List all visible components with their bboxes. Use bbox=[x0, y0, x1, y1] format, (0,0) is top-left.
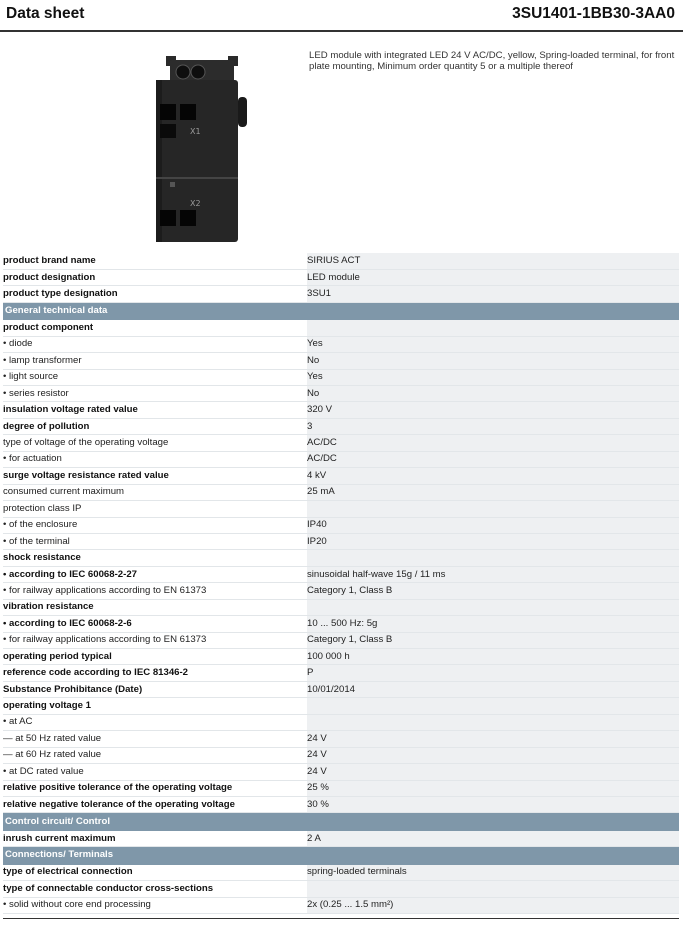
spec-row bbox=[3, 566, 679, 582]
spec-value: 2 A bbox=[307, 830, 679, 846]
spec-value: 30 % bbox=[307, 796, 679, 812]
spec-label: protection class IP bbox=[3, 501, 307, 517]
spec-value: 3 bbox=[307, 418, 679, 434]
spec-row bbox=[3, 353, 679, 369]
spec-row bbox=[3, 418, 679, 434]
spec-row bbox=[3, 386, 679, 402]
spec-value: Yes bbox=[307, 369, 679, 385]
led-module-drawing bbox=[150, 52, 250, 247]
spec-row bbox=[3, 533, 679, 549]
spec-value: 24 V bbox=[307, 731, 679, 747]
spec-label: product brand name bbox=[3, 253, 307, 269]
spec-row bbox=[3, 616, 679, 632]
spec-label: • at DC rated value bbox=[3, 764, 307, 780]
spec-label: — at 50 Hz rated value bbox=[3, 731, 307, 747]
spec-label: Substance Prohibitance (Date) bbox=[3, 681, 307, 697]
spec-value: 2x (0.25 ... 1.5 mm²) bbox=[307, 897, 679, 913]
spec-label: operating period typical bbox=[3, 649, 307, 665]
section-title: Control circuit/ Control bbox=[3, 813, 679, 830]
spec-label: • according to IEC 60068-2-27 bbox=[3, 566, 307, 582]
spec-row bbox=[3, 468, 679, 484]
spec-table bbox=[3, 253, 679, 914]
spec-label: reference code according to IEC 81346-2 bbox=[3, 665, 307, 681]
spec-value: 24 V bbox=[307, 747, 679, 763]
spec-row bbox=[3, 796, 679, 812]
spec-label: • of the terminal bbox=[3, 533, 307, 549]
spec-value bbox=[307, 550, 679, 566]
spec-row bbox=[3, 698, 679, 714]
spec-value: Yes bbox=[307, 336, 679, 352]
spec-row bbox=[3, 649, 679, 665]
spec-label: • solid without core end processing bbox=[3, 897, 307, 913]
spec-value: 4 kV bbox=[307, 468, 679, 484]
spec-value: IP20 bbox=[307, 533, 679, 549]
spec-value: No bbox=[307, 386, 679, 402]
spec-value: SIRIUS ACT bbox=[307, 253, 679, 269]
spec-value: Category 1, Class B bbox=[307, 632, 679, 648]
spec-value: 100 000 h bbox=[307, 649, 679, 665]
spec-row bbox=[3, 681, 679, 697]
spec-row bbox=[3, 747, 679, 763]
spec-row bbox=[3, 451, 679, 467]
product-code: 3SU1401-1BB30-3AA0 bbox=[512, 5, 675, 22]
led-module-image bbox=[150, 52, 250, 247]
spec-row bbox=[3, 320, 679, 336]
spec-row bbox=[3, 897, 679, 913]
spec-value: 10 ... 500 Hz: 5g bbox=[307, 616, 679, 632]
spec-label: • for railway applications according to EN 61373 bbox=[3, 583, 307, 599]
spec-row bbox=[3, 583, 679, 599]
section-title: General technical data bbox=[3, 302, 679, 319]
spec-row bbox=[3, 336, 679, 352]
spec-row bbox=[3, 402, 679, 418]
spec-row bbox=[3, 864, 679, 880]
spec-label: product designation bbox=[3, 269, 307, 285]
spec-label: • for actuation bbox=[3, 451, 307, 467]
spec-row bbox=[3, 435, 679, 451]
terminal-x1-label: X1 bbox=[190, 127, 201, 136]
spec-row bbox=[3, 269, 679, 285]
spec-row bbox=[3, 599, 679, 615]
section-title: Connections/ Terminals bbox=[3, 847, 679, 864]
product-description: LED module with integrated LED 24 V AC/DC, yellow, Spring-loaded terminal, for front plate mounting, Minimum order quantity 5 or a multiple thereof bbox=[309, 50, 675, 72]
spec-value bbox=[307, 599, 679, 615]
spec-value: spring-loaded terminals bbox=[307, 864, 679, 880]
spec-row bbox=[3, 632, 679, 648]
spec-value: Category 1, Class B bbox=[307, 583, 679, 599]
spec-label: type of connectable conductor cross-sections bbox=[3, 881, 307, 897]
terminal-x2-label: X2 bbox=[190, 199, 201, 208]
spec-label: operating voltage 1 bbox=[3, 698, 307, 714]
spec-label: relative positive tolerance of the operating voltage bbox=[3, 780, 307, 796]
spec-label: shock resistance bbox=[3, 550, 307, 566]
spec-value bbox=[307, 698, 679, 714]
spec-value: 320 V bbox=[307, 402, 679, 418]
spec-value: 3SU1 bbox=[307, 286, 679, 302]
spec-value: P bbox=[307, 665, 679, 681]
spec-label: type of voltage of the operating voltage bbox=[3, 435, 307, 451]
section-header bbox=[3, 847, 679, 864]
spec-value: AC/DC bbox=[307, 435, 679, 451]
spec-table-body bbox=[3, 253, 679, 914]
spec-row bbox=[3, 286, 679, 302]
spec-value: IP40 bbox=[307, 517, 679, 533]
spec-label: consumed current maximum bbox=[3, 484, 307, 500]
spec-value: 24 V bbox=[307, 764, 679, 780]
spec-row bbox=[3, 484, 679, 500]
spec-row bbox=[3, 369, 679, 385]
spec-row bbox=[3, 764, 679, 780]
spec-value bbox=[307, 320, 679, 336]
spec-row bbox=[3, 517, 679, 533]
spec-label: surge voltage resistance rated value bbox=[3, 468, 307, 484]
spec-value: 25 mA bbox=[307, 484, 679, 500]
spec-label: • lamp transformer bbox=[3, 353, 307, 369]
spec-row bbox=[3, 830, 679, 846]
spec-row bbox=[3, 731, 679, 747]
spec-value bbox=[307, 501, 679, 517]
spec-row bbox=[3, 501, 679, 517]
spec-value: No bbox=[307, 353, 679, 369]
spec-value bbox=[307, 881, 679, 897]
spec-row bbox=[3, 550, 679, 566]
section-header bbox=[3, 813, 679, 830]
spec-label: • light source bbox=[3, 369, 307, 385]
spec-value: LED module bbox=[307, 269, 679, 285]
spec-label: type of electrical connection bbox=[3, 864, 307, 880]
bottom-rule bbox=[3, 918, 679, 919]
spec-label: vibration resistance bbox=[3, 599, 307, 615]
spec-value: sinusoidal half-wave 15g / 11 ms bbox=[307, 566, 679, 582]
spec-row bbox=[3, 665, 679, 681]
spec-row bbox=[3, 253, 679, 269]
spec-label: insulation voltage rated value bbox=[3, 402, 307, 418]
spec-label: degree of pollution bbox=[3, 418, 307, 434]
spec-label: • series resistor bbox=[3, 386, 307, 402]
spec-label: • of the enclosure bbox=[3, 517, 307, 533]
page-title: Data sheet bbox=[6, 5, 85, 22]
spec-label: product component bbox=[3, 320, 307, 336]
spec-value: 10/01/2014 bbox=[307, 681, 679, 697]
spec-label: • diode bbox=[3, 336, 307, 352]
spec-value: AC/DC bbox=[307, 451, 679, 467]
spec-value bbox=[307, 714, 679, 730]
spec-row bbox=[3, 881, 679, 897]
page-header bbox=[0, 0, 683, 32]
spec-label: — at 60 Hz rated value bbox=[3, 747, 307, 763]
spec-label: relative negative tolerance of the operating voltage bbox=[3, 796, 307, 812]
spec-label: • for railway applications according to EN 61373 bbox=[3, 632, 307, 648]
spec-label: product type designation bbox=[3, 286, 307, 302]
spec-label: • at AC bbox=[3, 714, 307, 730]
spec-value: 25 % bbox=[307, 780, 679, 796]
spec-label: inrush current maximum bbox=[3, 830, 307, 846]
spec-row bbox=[3, 714, 679, 730]
spec-label: • according to IEC 60068-2-6 bbox=[3, 616, 307, 632]
section-header bbox=[3, 302, 679, 319]
spec-row bbox=[3, 780, 679, 796]
